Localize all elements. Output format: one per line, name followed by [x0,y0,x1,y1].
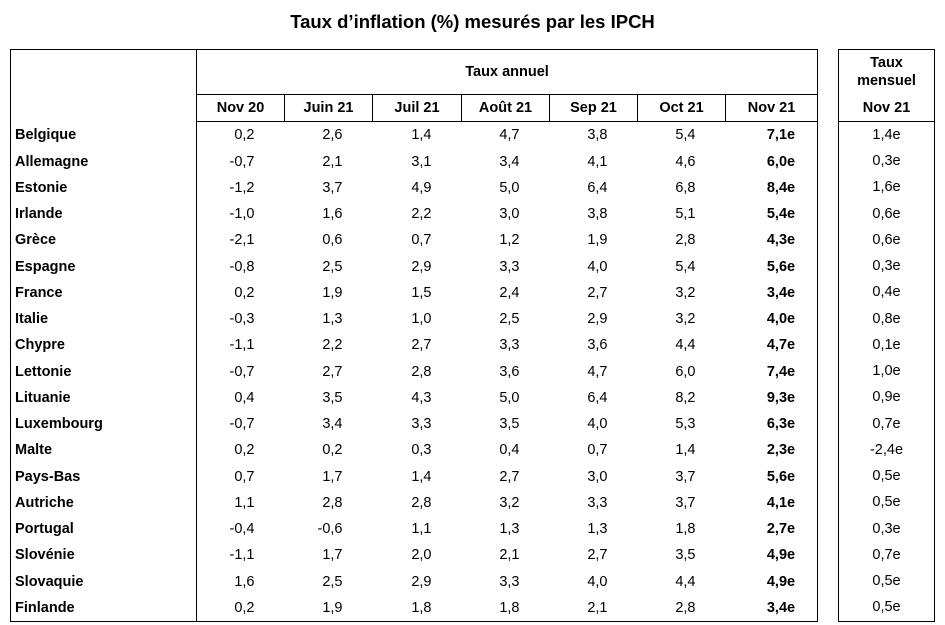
table-row [11,227,818,253]
monthly-value-cell: 0,6e [839,227,935,253]
value-cell: 2,4 [499,284,520,301]
value-cell: 8,4e [726,175,818,201]
table-row [839,463,935,489]
annual-rate-header: Taux annuel [197,50,818,95]
value-cell: 5,3 [675,416,696,433]
value-cell: 1,6 [197,569,285,595]
value-cell: 1,8 [675,521,696,538]
value-cell: 7,4e [726,359,818,385]
value-cell: 1,9 [587,232,608,249]
value-cell: 5,6e [726,464,818,490]
value-cell: 2,8 [411,363,432,380]
country-header-cell [11,50,197,122]
value-cell: 1,4 [411,127,432,144]
monthly-value-cell: 0,5e [839,594,935,621]
value-cell: 4,1e [726,490,818,516]
monthly-rate-table [838,49,935,622]
column-header: Nov 21 [726,95,818,122]
table-row [11,254,818,280]
value-cell: 2,7 [499,468,520,485]
value-cell: -1,1 [197,542,285,568]
country-cell: Slovaquie [11,569,197,595]
value-cell: 0,2 [197,437,285,463]
value-cell: 4,7e [726,332,818,358]
table-row [839,148,935,174]
value-cell: 2,7 [587,547,608,564]
table-row [11,201,818,227]
value-cell: 2,1 [550,595,638,622]
table-row [11,359,818,385]
table-row [839,174,935,200]
country-cell: Pays-Bas [11,464,197,490]
value-cell: 5,1 [675,206,696,223]
value-cell: 0,6 [322,232,343,249]
value-cell: 1,4 [411,468,432,485]
column-header: Oct 21 [638,95,726,122]
value-cell: 3,7 [322,179,343,196]
monthly-value-cell: 0,3e [839,516,935,542]
value-cell: 0,7 [587,442,608,459]
value-cell: -0,3 [197,306,285,332]
value-cell: 2,5 [499,311,520,328]
value-cell: 3,2 [499,494,520,511]
value-cell: 4,7 [587,363,608,380]
column-header: Août 21 [462,95,550,122]
value-cell: 0,7 [197,464,285,490]
value-cell: 1,8 [462,595,550,622]
table-row [11,437,818,463]
country-cell: Espagne [11,254,197,280]
value-cell: 1,1 [197,490,285,516]
table-row [11,385,818,411]
monthly-value-cell: 0,1e [839,332,935,358]
value-cell: 4,4 [675,573,696,590]
value-cell: 4,0 [587,416,608,433]
table-row [839,411,935,437]
table-row [11,595,818,622]
value-cell: 5,0 [499,389,520,406]
value-cell: -2,1 [197,227,285,253]
value-cell: 4,0 [587,573,608,590]
country-cell: Irlande [11,201,197,227]
value-cell: 5,4e [726,201,818,227]
monthly-value-cell: 1,6e [839,174,935,200]
value-cell: 1,3 [499,521,520,538]
value-cell: 3,5 [675,547,696,564]
value-cell: 1,8 [373,595,462,622]
value-cell: 2,3e [726,437,818,463]
monthly-rate-header [839,50,935,95]
country-cell: France [11,280,197,306]
value-cell: -0,7 [197,149,285,175]
value-cell: 5,0 [499,179,520,196]
monthly-value-cell: 1,0e [839,358,935,384]
monthly-value-cell: 0,5e [839,568,935,594]
table-row [839,332,935,358]
value-cell: 2,5 [322,258,343,275]
value-cell: 4,0 [587,258,608,275]
table-row [839,306,935,332]
country-cell: Estonie [11,175,197,201]
country-cell: Lituanie [11,385,197,411]
value-cell: 0,4 [197,385,285,411]
country-cell: Allemagne [11,149,197,175]
value-cell: 0,2 [197,280,285,306]
value-cell: 5,6e [726,254,818,280]
value-cell: 0,2 [197,122,285,149]
value-cell: 0,3 [411,442,432,459]
value-cell: 3,4 [322,416,343,433]
table-row [839,437,935,463]
value-cell: 6,0e [726,149,818,175]
value-cell: 2,5 [322,573,343,590]
monthly-value-cell: 0,7e [839,411,935,437]
country-cell: Italie [11,306,197,332]
table-row [839,568,935,594]
value-cell: -1,0 [197,201,285,227]
monthly-rate-header-line2: mensuel [857,73,916,89]
value-cell: 0,2 [197,595,285,622]
value-cell: -0,6 [317,521,343,538]
value-cell: 2,9 [411,573,432,590]
value-cell: 5,4 [675,127,696,144]
table-row [11,332,818,358]
table-row [839,384,935,410]
table-row [11,490,818,516]
column-header: Sep 21 [550,95,638,122]
value-cell: 6,4 [587,389,608,406]
value-cell: 1,3 [587,521,608,538]
value-cell: 1,0 [411,311,432,328]
value-cell: 3,8 [587,127,608,144]
monthly-value-cell: -2,4e [839,437,935,463]
country-cell: Belgique [11,122,197,149]
value-cell: 3,6 [499,363,520,380]
value-cell: 1,5 [411,284,432,301]
value-cell: 1,6 [322,206,343,223]
value-cell: 2,9 [411,258,432,275]
table-row [11,149,818,175]
table-row [839,594,935,621]
value-cell: 5,4 [675,258,696,275]
monthly-column-header: Nov 21 [839,95,935,122]
value-cell: 2,7 [322,363,343,380]
monthly-rate-header-line1: Taux [870,55,903,71]
monthly-value-cell: 0,8e [839,306,935,332]
monthly-value-cell: 0,5e [839,489,935,515]
value-cell: 6,0 [675,363,696,380]
value-cell: 3,0 [499,206,520,223]
country-cell: Slovénie [11,542,197,568]
column-header: Juin 21 [285,95,373,122]
value-cell: -0,7 [197,411,285,437]
value-cell: 1,9 [322,284,343,301]
monthly-value-cell: 0,4e [839,279,935,305]
country-cell: Grèce [11,227,197,253]
value-cell: 2,7 [587,284,608,301]
value-cell: 3,7 [675,468,696,485]
table-row [839,516,935,542]
country-cell: Malte [11,437,197,463]
value-cell: 1,4 [675,442,696,459]
value-cell: 1,2 [499,232,520,249]
value-cell: 1,7 [322,468,343,485]
table-row [839,253,935,279]
country-cell: Luxembourg [11,411,197,437]
table-row [11,569,818,595]
country-cell: Finlande [11,595,197,622]
value-cell: 4,6 [675,153,696,170]
table-row [11,464,818,490]
value-cell: 1,1 [411,521,432,538]
value-cell: 2,1 [499,547,520,564]
value-cell: 1,3 [322,311,343,328]
value-cell: -0,7 [197,359,285,385]
monthly-value-cell: 0,3e [839,148,935,174]
table-row [11,122,818,149]
value-cell: 2,8 [638,595,726,622]
value-cell: 3,4e [726,595,818,622]
value-cell: 3,2 [675,311,696,328]
value-cell: 3,4 [499,153,520,170]
value-cell: 2,2 [411,206,432,223]
value-cell: 4,1 [587,153,608,170]
value-cell: 0,4 [499,442,520,459]
value-cell: 2,7 [411,337,432,354]
annual-rate-table [10,49,818,622]
value-cell: 3,3 [499,258,520,275]
table-row [839,358,935,384]
table-row [11,411,818,437]
table-row [839,279,935,305]
value-cell: 3,1 [411,153,432,170]
value-cell: 3,0 [587,468,608,485]
value-cell: 4,4 [675,337,696,354]
value-cell: 3,7 [675,494,696,511]
value-cell: 1,9 [285,595,373,622]
value-cell: 3,3 [411,416,432,433]
value-cell: 4,3e [726,227,818,253]
value-cell: 6,4 [587,179,608,196]
page-title: Taux d’inflation (%) mesurés par les IPCH [290,11,655,32]
value-cell: 4,7 [499,127,520,144]
value-cell: 2,7e [726,516,818,542]
value-cell: 3,8 [587,206,608,223]
country-cell: Portugal [11,516,197,542]
table-row [839,201,935,227]
value-cell: -0,4 [197,516,285,542]
country-cell: Lettonie [11,359,197,385]
table-row [839,227,935,253]
value-cell: 3,4e [726,280,818,306]
monthly-value-cell: 0,7e [839,542,935,568]
value-cell: 0,2 [322,442,343,459]
value-cell: 3,2 [675,284,696,301]
value-cell: 1,7 [322,547,343,564]
value-cell: 4,9e [726,542,818,568]
value-cell: 4,0e [726,306,818,332]
value-cell: 0,7 [411,232,432,249]
value-cell: 3,3 [499,573,520,590]
table-row [839,121,935,148]
value-cell: 6,3e [726,411,818,437]
value-cell: 4,9e [726,569,818,595]
value-cell: 3,3 [499,337,520,354]
country-cell: Chypre [11,332,197,358]
monthly-value-cell: 0,3e [839,253,935,279]
table-row [11,280,818,306]
table-row [839,489,935,515]
value-cell: 3,5 [499,416,520,433]
value-cell: 2,2 [322,337,343,354]
country-cell: Autriche [11,490,197,516]
monthly-value-cell: 0,5e [839,463,935,489]
value-cell: 3,3 [587,494,608,511]
value-cell: 9,3e [726,385,818,411]
value-cell: 6,8 [675,179,696,196]
table-row [11,516,818,542]
table-row [11,306,818,332]
value-cell: 2,8 [411,494,432,511]
table-row [839,542,935,568]
value-cell: -1,2 [197,175,285,201]
value-cell: 4,9 [411,179,432,196]
value-cell: 2,8 [675,232,696,249]
table-row [11,175,818,201]
monthly-value-cell: 0,6e [839,201,935,227]
column-header: Juil 21 [373,95,462,122]
value-cell: 3,6 [587,337,608,354]
monthly-value-cell: 0,9e [839,384,935,410]
table-row [11,542,818,568]
value-cell: -1,1 [197,332,285,358]
value-cell: 2,9 [587,311,608,328]
value-cell: -0,8 [197,254,285,280]
value-cell: 2,0 [411,547,432,564]
value-cell: 2,8 [322,494,343,511]
monthly-value-cell: 1,4e [839,121,935,148]
value-cell: 2,6 [322,127,343,144]
value-cell: 7,1e [726,122,818,149]
value-cell: 3,5 [322,389,343,406]
value-cell: 2,1 [322,153,343,170]
column-header: Nov 20 [197,95,285,122]
value-cell: 8,2 [675,389,696,406]
value-cell: 4,3 [411,389,432,406]
